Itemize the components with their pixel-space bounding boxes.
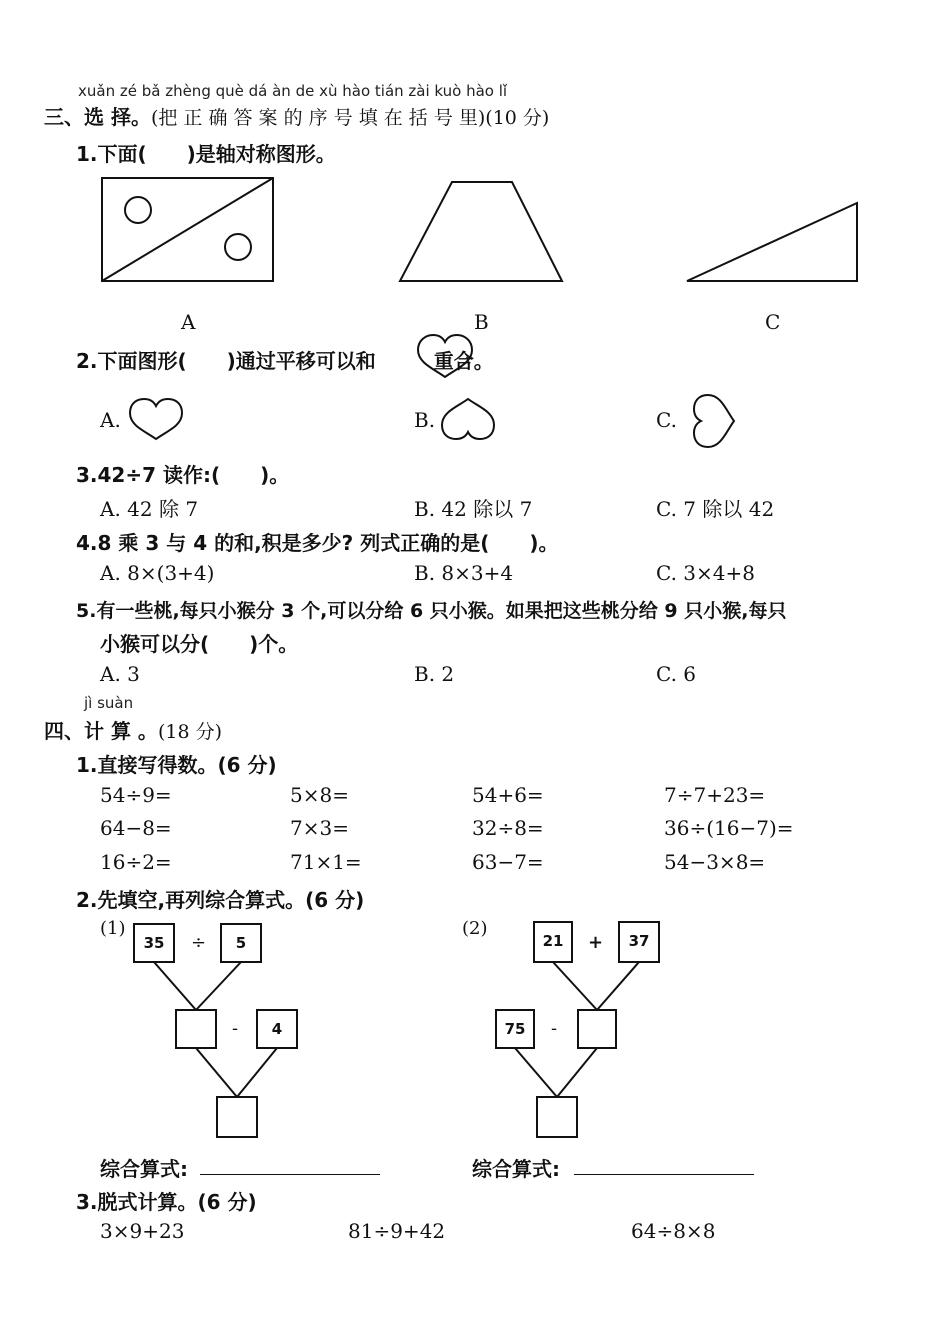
q2-option-b: B. [414, 408, 436, 432]
calc-item: 36÷(16−7)= [664, 816, 794, 840]
d1-box-b: 5 [235, 934, 247, 952]
d1-box-c: 4 [271, 1020, 283, 1038]
d2-formula-label [472, 1153, 560, 1182]
p3 [76, 1186, 257, 1215]
q4-number: 4. [76, 531, 98, 555]
q5-text-line2: 小猴可以分( )个。 [100, 632, 299, 656]
calc-item: 54÷9= [100, 783, 172, 807]
figure-c-label: C [765, 310, 781, 334]
d2-formula-blank[interactable] [574, 1174, 754, 1175]
diagram1-label: (1) [100, 918, 126, 939]
d2-formula-text: 综合算式: [472, 1157, 560, 1181]
p2-number: 2. [76, 888, 98, 912]
p1-text: 直接写得数。(6 分) [97, 753, 277, 777]
d2-op1: + [588, 932, 604, 953]
calc-item: 63−7= [472, 850, 544, 874]
q1-number: 1. [76, 142, 98, 166]
q4-option-a: A. 8×(3+4) [100, 561, 215, 585]
q3-text: 42÷7 读作:( )。 [97, 463, 290, 487]
q4-option-b: B. 8×3+4 [414, 561, 514, 585]
figure-b-label: B [474, 310, 489, 334]
p1-number: 1. [76, 753, 98, 777]
p3-number: 3. [76, 1190, 98, 1214]
q5-option-b: B. 2 [414, 662, 455, 686]
q2-number: 2. [76, 349, 98, 373]
q3-option-a: A. 42 除 7 [100, 497, 199, 521]
figure-a-label: A [181, 310, 196, 334]
d1-op2: - [232, 1018, 239, 1039]
d1-formula-label [100, 1153, 188, 1182]
q5-number: 5. [76, 600, 97, 622]
section3-instruction: (把 正 确 答 案 的 序 号 填 在 括 号 里) [150, 107, 486, 129]
step-calc-item: 81÷9+42 [348, 1219, 446, 1243]
q3-option-c: C. 7 除以 42 [656, 497, 775, 521]
d1-op1: ÷ [191, 932, 207, 953]
section4-points: (18 分) [157, 721, 222, 743]
d1-formula-text: 综合算式: [100, 1157, 188, 1181]
calc-item: 5×8= [290, 783, 349, 807]
calc-item: 32÷8= [472, 816, 544, 840]
section3-title: 三、选 择。 [44, 105, 151, 129]
d1-box-a: 35 [143, 934, 165, 952]
section4-title: 四、计 算 。 [44, 719, 158, 743]
q2-text-before: 下面图形( )通过平移可以和 [97, 349, 376, 373]
q4-text: 8 乘 3 与 4 的和,积是多少? 列式正确的是( )。 [97, 531, 559, 555]
calc-item: 71×1= [290, 850, 362, 874]
d2-box-a: 21 [542, 932, 564, 950]
q5-text-line1: 有一些桃,每只小猴分 3 个,可以分给 6 只小猴。如果把这些桃分给 9 只小猴,每只 [96, 600, 787, 622]
q2-option-c: C. [656, 408, 677, 432]
p3-text: 脱式计算。(6 分) [97, 1190, 257, 1214]
q1-text: 下面( )是轴对称图形。 [97, 142, 336, 166]
step-calc-item: 3×9+23 [100, 1219, 185, 1243]
section3-points: (10 分) [485, 107, 550, 129]
calc-item: 64−8= [100, 816, 172, 840]
step-calc-item: 64÷8×8 [631, 1219, 716, 1243]
p2-text: 先填空,再列综合算式。(6 分) [97, 888, 365, 912]
calc-item: 16÷2= [100, 850, 172, 874]
calc-item: 54+6= [472, 783, 544, 807]
q4-option-c: C. 3×4+8 [656, 561, 755, 585]
q2-text-after: 重合。 [433, 349, 494, 373]
q3-number: 3. [76, 463, 98, 487]
calc-item: 7×3= [290, 816, 349, 840]
q5-option-c: C. 6 [656, 662, 697, 686]
calc-item: 7÷7+23= [664, 783, 766, 807]
q5-option-a: A. 3 [100, 662, 140, 686]
q3-option-b: B. 42 除以 7 [414, 497, 533, 521]
calc-item: 54−3×8= [664, 850, 766, 874]
diagram2-label: (2) [462, 918, 488, 939]
d2-box-b: 37 [628, 932, 650, 950]
d1-formula-blank[interactable] [200, 1174, 380, 1175]
section4-pinyin: jì suàn [84, 694, 134, 712]
q2-option-a: A. [100, 408, 121, 432]
d2-box-c: 75 [504, 1020, 526, 1038]
section3-pinyin: xuǎn zé bǎ zhèng què dá àn de xù hào tián zài kuò hào lǐ [78, 82, 508, 100]
d2-op2: - [551, 1018, 558, 1039]
